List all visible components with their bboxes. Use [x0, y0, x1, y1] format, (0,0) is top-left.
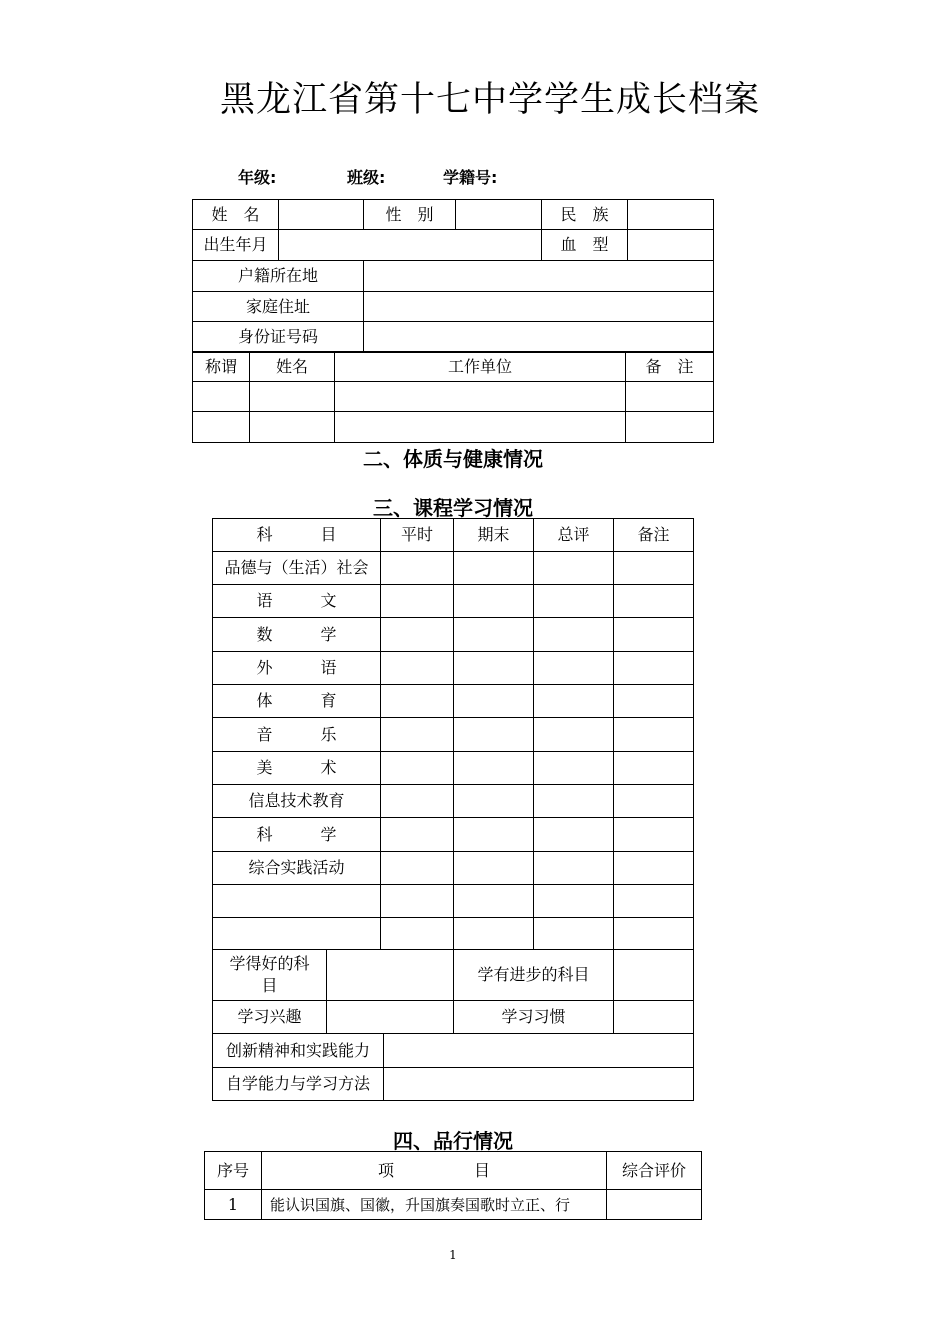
course-subject-label [213, 885, 381, 918]
course-subject-label: 美 术 [213, 752, 381, 785]
student-id-label: 学籍号: [443, 168, 498, 187]
page-title: 黑龙江省第十七中学学生成长档案 [219, 80, 760, 120]
course-overall-cell[interactable] [534, 585, 614, 618]
course-overall-cell[interactable] [534, 918, 614, 950]
course-regular-cell[interactable] [381, 618, 454, 652]
family-cell[interactable] [335, 382, 626, 412]
family-cell[interactable] [626, 382, 714, 412]
course-regular-cell[interactable] [381, 818, 454, 852]
course-final-cell[interactable] [454, 552, 534, 585]
course-final-cell[interactable] [454, 652, 534, 685]
good-subjects-label: 学得好的科目 [213, 950, 327, 1001]
course-header-subject: 科 目 [213, 519, 381, 552]
grade-label: 年级: [238, 168, 277, 187]
course-notes-cell[interactable] [614, 752, 694, 785]
course-subject-label: 数 学 [213, 618, 381, 652]
course-overall-cell[interactable] [534, 685, 614, 718]
course-final-cell[interactable] [454, 685, 534, 718]
family-header-relation: 称谓 [193, 352, 250, 382]
course-overall-cell[interactable] [534, 718, 614, 752]
course-overall-cell[interactable] [534, 885, 614, 918]
course-row [213, 552, 694, 585]
course-row [213, 885, 694, 918]
course-header-regular: 平时 [381, 519, 454, 552]
course-subject-label: 综合实践活动 [213, 852, 381, 885]
page-number: 1 [449, 1248, 457, 1262]
course-row [213, 652, 694, 685]
course-notes-cell[interactable] [614, 618, 694, 652]
family-cell[interactable] [250, 382, 335, 412]
course-final-cell[interactable] [454, 918, 534, 950]
gender-label: 性 别 [364, 200, 456, 230]
course-final-cell[interactable] [454, 585, 534, 618]
family-cell[interactable] [335, 412, 626, 443]
course-notes-cell[interactable] [614, 818, 694, 852]
course-subject-label: 语 文 [213, 585, 381, 618]
course-final-cell[interactable] [454, 852, 534, 885]
course-final-cell[interactable] [454, 818, 534, 852]
course-row [213, 718, 694, 752]
course-notes-cell[interactable] [614, 652, 694, 685]
course-notes-cell[interactable] [614, 585, 694, 618]
blood-field[interactable] [628, 230, 714, 261]
course-row [213, 852, 694, 885]
ethnicity-field[interactable] [628, 200, 714, 230]
habit-field[interactable] [614, 1001, 694, 1034]
course-row [213, 585, 694, 618]
course-final-cell[interactable] [454, 785, 534, 818]
course-notes-cell[interactable] [614, 552, 694, 585]
family-header-workplace: 工作单位 [335, 352, 626, 382]
course-notes-cell[interactable] [614, 852, 694, 885]
course-final-cell[interactable] [454, 718, 534, 752]
course-regular-cell[interactable] [381, 885, 454, 918]
conduct-row-no: 1 [205, 1190, 262, 1220]
address-field[interactable] [364, 292, 714, 322]
family-cell[interactable] [250, 412, 335, 443]
family-header-notes: 备 注 [626, 352, 714, 382]
course-row [213, 918, 694, 950]
course-regular-cell[interactable] [381, 785, 454, 818]
course-regular-cell[interactable] [381, 685, 454, 718]
interest-field[interactable] [327, 1001, 454, 1034]
course-subject-label: 音 乐 [213, 718, 381, 752]
family-cell[interactable] [193, 382, 250, 412]
family-header-name: 姓名 [250, 352, 335, 382]
conduct-header-item: 项 目 [262, 1152, 607, 1190]
conduct-row-item: 能认识国旗、国徽，升国旗奏国歌时立正、行 [262, 1190, 607, 1220]
conduct-row-evaluation[interactable] [607, 1190, 702, 1220]
section-health-heading: 二、体质与健康情况 [363, 447, 543, 471]
interest-label: 学习兴趣 [213, 1001, 327, 1034]
hukou-field[interactable] [364, 261, 714, 292]
course-subject-label: 科 学 [213, 818, 381, 852]
id-number-label: 身份证号码 [193, 322, 364, 353]
course-overall-cell[interactable] [534, 752, 614, 785]
improved-subjects-label: 学有进步的科目 [454, 950, 614, 1001]
good-subjects-field[interactable] [327, 950, 454, 1001]
course-subject-label: 信息技术教育 [213, 785, 381, 818]
course-regular-cell[interactable] [381, 752, 454, 785]
self-study-field[interactable] [384, 1068, 694, 1101]
course-subject-label [213, 918, 381, 950]
address-label: 家庭住址 [193, 292, 364, 322]
class-label: 班级: [347, 168, 386, 187]
improved-subjects-field[interactable] [614, 950, 694, 1001]
course-regular-cell[interactable] [381, 918, 454, 950]
course-row [213, 618, 694, 652]
birth-label: 出生年月 [193, 230, 279, 261]
course-overall-cell[interactable] [534, 852, 614, 885]
course-notes-cell[interactable] [614, 885, 694, 918]
course-notes-cell[interactable] [614, 785, 694, 818]
conduct-header-no: 序号 [205, 1152, 262, 1190]
course-final-cell[interactable] [454, 752, 534, 785]
innovation-label: 创新精神和实践能力 [213, 1034, 384, 1068]
name-field[interactable] [279, 200, 364, 230]
course-regular-cell[interactable] [381, 718, 454, 752]
course-subject-label: 品德与（生活）社会 [213, 552, 381, 585]
course-overall-cell[interactable] [534, 652, 614, 685]
conduct-table [204, 1151, 702, 1220]
course-regular-cell[interactable] [381, 585, 454, 618]
habit-label: 学习习惯 [454, 1001, 614, 1034]
course-subject-label: 体 育 [213, 685, 381, 718]
course-overall-cell[interactable] [534, 552, 614, 585]
hukou-label: 户籍所在地 [193, 261, 364, 292]
course-overall-cell[interactable] [534, 818, 614, 852]
section-conduct-heading: 四、品行情况 [393, 1129, 513, 1153]
course-row [213, 685, 694, 718]
course-subject-label: 外 语 [213, 652, 381, 685]
course-header-final: 期末 [454, 519, 534, 552]
conduct-header-evaluation: 综合评价 [607, 1152, 702, 1190]
section-courses-heading: 三、课程学习情况 [373, 496, 533, 520]
course-regular-cell[interactable] [381, 552, 454, 585]
course-header-notes: 备注 [614, 519, 694, 552]
course-notes-cell[interactable] [614, 718, 694, 752]
birth-field[interactable] [279, 230, 542, 261]
gender-field[interactable] [456, 200, 542, 230]
course-notes-cell[interactable] [614, 918, 694, 950]
course-header-overall: 总评 [534, 519, 614, 552]
course-regular-cell[interactable] [381, 652, 454, 685]
ethnicity-label: 民 族 [542, 200, 628, 230]
course-overall-cell[interactable] [534, 618, 614, 652]
course-notes-cell[interactable] [614, 685, 694, 718]
course-table [212, 518, 694, 1034]
id-number-field[interactable] [364, 322, 714, 353]
family-cell[interactable] [626, 412, 714, 443]
ability-table [212, 1033, 694, 1101]
course-final-cell[interactable] [454, 618, 534, 652]
blood-label: 血 型 [542, 230, 628, 261]
basic-info-table [192, 199, 714, 353]
self-study-label: 自学能力与学习方法 [213, 1068, 384, 1101]
course-overall-cell[interactable] [534, 785, 614, 818]
course-row [213, 818, 694, 852]
family-cell[interactable] [193, 412, 250, 443]
family-table [192, 351, 714, 443]
name-label: 姓 名 [193, 200, 279, 230]
course-final-cell[interactable] [454, 885, 534, 918]
course-regular-cell[interactable] [381, 852, 454, 885]
course-row [213, 785, 694, 818]
innovation-field[interactable] [384, 1034, 694, 1068]
course-row [213, 752, 694, 785]
